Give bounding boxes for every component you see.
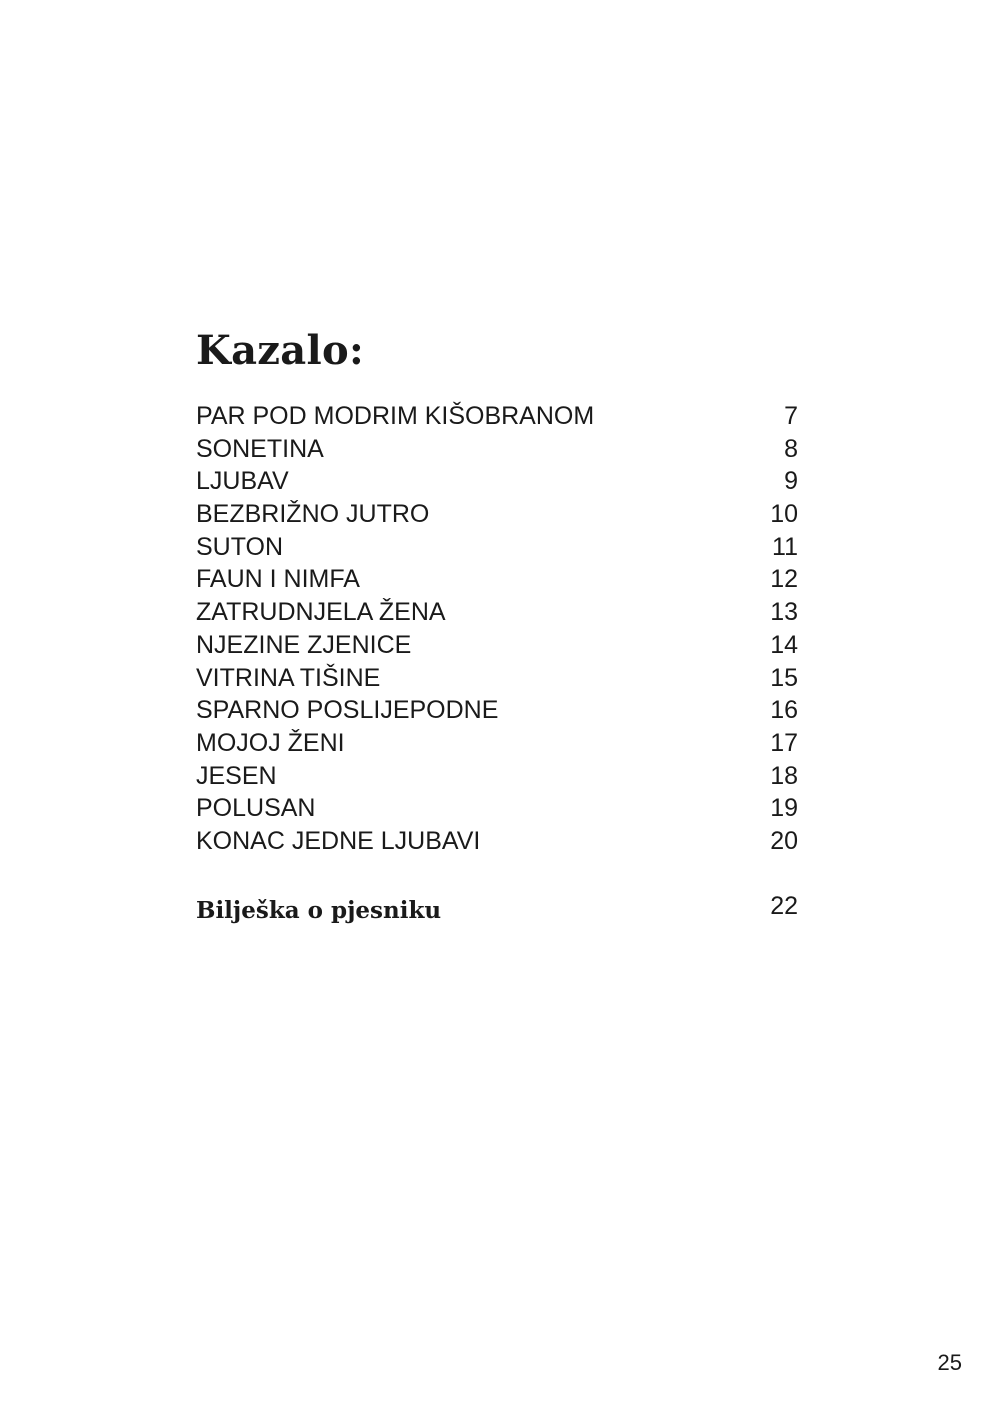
toc-entry-page: 9	[784, 467, 798, 496]
toc-entry-title: POLUSAN	[196, 794, 316, 823]
toc-entry	[196, 760, 798, 793]
toc-entry-page: 8	[784, 434, 798, 463]
toc-entry	[196, 662, 798, 695]
toc-list	[196, 400, 798, 858]
toc-entry-page: 18	[770, 761, 798, 790]
toc-heading: Kazalo:	[196, 327, 365, 374]
page-number: 25	[937, 1350, 962, 1375]
toc-entry	[196, 498, 798, 531]
toc-entry	[196, 727, 798, 760]
toc-entry	[196, 629, 798, 662]
toc-entry-title: MOJOJ ŽENI	[196, 728, 345, 757]
toc-entry-title: FAUN I NIMFA	[196, 565, 360, 594]
toc-extra-page: 22	[770, 892, 798, 920]
toc-entry-title: BEZBRIŽNO JUTRO	[196, 500, 430, 529]
toc-entry	[196, 400, 798, 433]
toc-entry-page: 13	[770, 598, 798, 627]
toc-entry	[196, 694, 798, 727]
toc-entry-title: KONAC JEDNE LJUBAVI	[196, 826, 481, 855]
toc-entry	[196, 596, 798, 629]
toc-entry	[196, 792, 798, 825]
toc-entry-title: SONETINA	[196, 434, 324, 463]
toc-entry-title: SPARNO POSLIJEPODNE	[196, 696, 499, 725]
toc-entry-page: 12	[770, 565, 798, 594]
toc-entry-page: 11	[772, 532, 798, 561]
toc-entry	[196, 465, 798, 498]
toc-entry-title: JESEN	[196, 761, 277, 790]
toc-entry	[196, 433, 798, 466]
toc-entry-page: 15	[770, 663, 798, 692]
toc-entry	[196, 563, 798, 596]
toc-entry-page: 16	[770, 696, 798, 725]
toc-entry-title: ZATRUDNJELA ŽENA	[196, 598, 446, 627]
toc-entry	[196, 531, 798, 564]
toc-entry-page: 14	[770, 630, 798, 659]
toc-entry-page: 10	[770, 500, 798, 529]
toc-entry-title: PAR POD MODRIM KIŠOBRANOM	[196, 402, 595, 430]
toc-entry-title: LJUBAV	[196, 467, 289, 496]
toc-entry-title: VITRINA TIŠINE	[196, 663, 381, 692]
toc-entry-page: 19	[770, 794, 798, 823]
toc-entry	[196, 825, 798, 858]
toc-entry-title: SUTON	[196, 532, 284, 561]
toc-entry-page: 20	[770, 826, 798, 855]
toc-entry-page: 17	[770, 728, 798, 757]
toc-extra-title: Bilješka o pjesniku	[196, 897, 442, 924]
toc-entry-title: NJEZINE ZJENICE	[196, 630, 412, 659]
toc-entry-page: 7	[784, 402, 798, 430]
toc-extra-entry	[196, 893, 798, 929]
